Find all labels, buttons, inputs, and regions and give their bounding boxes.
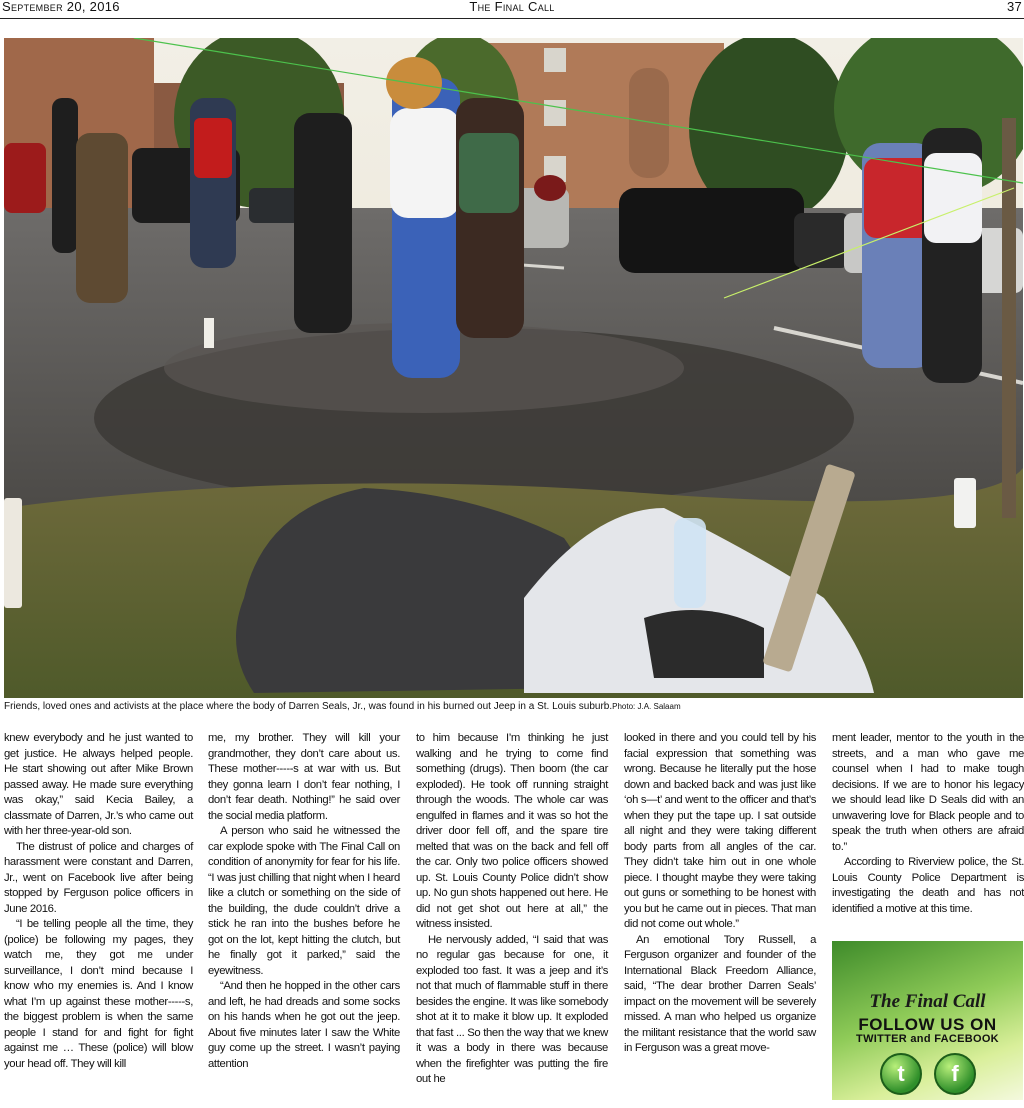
paragraph: According to Riverview police, the St. Louis County Police Department is investigating the death and has not identified a motive at this time. — [832, 856, 1024, 915]
paragraph: An emotional Tory Russell, a Ferguson organizer and founder of the International Black Freedom Alliance, said, “The dear brother Darren Seals’ impact on the movement will be severely missed. A man who helped us organize the militant resistance that the world saw in Ferguson was a great move- — [624, 933, 816, 1054]
photo-credit: Photo: J.A. Salaam — [612, 702, 681, 711]
paragraph: “I be telling people all the time, they (police) be following my pages, they watch me, they got me under surveillance, I don’t mind because I know who my enemies is. And I know what I’m up against these mother-----s, the biggest problem is when the same people I stand for and fight for fight against me … These (police) will blow your head off. They will kill — [4, 918, 193, 1070]
publication-title: The Final Call — [469, 0, 555, 14]
article-column-3 — [416, 731, 608, 1088]
photo-caption — [4, 701, 1023, 712]
paragraph: “And then he hopped in the other cars and left, he had dreads and some socks on his hands when he got out the jeep. About five minutes later I saw the White guy come up the street. I wasn’t paying attention — [208, 980, 400, 1070]
facebook-icon[interactable]: f — [934, 1053, 976, 1095]
paragraph: He nervously added, “I said that was no regular gas because for one, it exploded too fast. It was a jeep and it’s not that much of flammable stuff in there besides the engine. It was like somebody shot at it to make it blow up. It exploded that fast ... So then the way that we knew it was a body in there was because when the firefighter was putting the fire out he — [416, 933, 608, 1085]
social-follow-ad[interactable] — [832, 941, 1023, 1100]
page-number: 37 — [1006, 0, 1022, 14]
follow-heading: FOLLOW US ON — [858, 1015, 997, 1034]
article-column-1 — [4, 731, 193, 1072]
paragraph: looked in there and you could tell by his facial expression that something was wrong. Because he literally put the hose down and backed back and was just like ‘oh s—t’ and went to the officer and that’s when they put the tape up. I sat outside all night and they were taking different body parts from all angles of the car. They didn’t take him out in one whole piece. I thought maybe they were taking out guns or something to be honest with you but he came out in pieces. That man did not come out whole.” — [624, 732, 816, 930]
photo-illustration — [4, 38, 1023, 698]
twitter-icon[interactable]: t — [880, 1053, 922, 1095]
paragraph: A person who said he witnessed the car explode spoke with The Final Call on condition of anonymity for fear for his life. “I was just chilling that night when I heard like a clutch or something on the side of the building, the dude couldn’t drive a stick he ran into the bushes before he got on the lot, kept hitting the clutch, but he finally got it parked,” said the eyewitness. — [208, 825, 400, 977]
caption-text: Friends, loved ones and activists at the place where the body of Darren Seals, Jr., was found in his burned out Jeep in a St. Louis suburb. — [4, 701, 613, 712]
follow-subheading: TWITTER and FACEBOOK — [856, 1033, 999, 1045]
paragraph: ment leader, mentor to the youth in the streets, and a man who gave me counsel when I had to make tough decisions. If we are to honor his legacy we should lead like D Seals did with an unwavering love for Black people and to speak the truth when others are afraid to.” — [832, 732, 1024, 853]
paragraph: me, my brother. They will kill your grandmother, they don’t care about us. These mother-----s at war with us. But they gonna learn I don’t fear nothing, I don’t fear death. Nothing!” he said over the social media platform. — [208, 732, 400, 822]
paragraph: The distrust of police and charges of harassment were constant and Darren, Jr., went on Facebook live after being stopped by Ferguson police officers in June 2016. — [4, 840, 193, 915]
final-call-logo: The Final Call — [869, 991, 986, 1012]
issue-date: September 20, 2016 — [2, 0, 120, 14]
paragraph: knew everybody and he just wanted to get justice. He always helped people. He start showing out after Mike Brown passed away. He made sure everything was okay,” said Kecia Bailey, a classmate of Darren, Jr.’s who came out with her three-year-old son. — [4, 732, 193, 837]
article-column-2 — [208, 731, 400, 1072]
paragraph: to him because I’m thinking he just walking and he trying to come find something (drugs). Then boom (the car exploded). He took off running straight through the woods. The whole car was engulfed in flames and it was so hot the driver door fell off, and the spare tire melted that was on the back and fell off the car. Only two police officers showed up. St. Louis County Police didn’t show up. No gun shots happened out here. He did not get shot out here at all,” the witness insisted. — [416, 732, 608, 930]
article-column-4 — [624, 731, 816, 1057]
article-column-5 — [832, 731, 1024, 917]
memorial-site-photo — [4, 38, 1023, 698]
page-header — [0, 0, 1024, 19]
